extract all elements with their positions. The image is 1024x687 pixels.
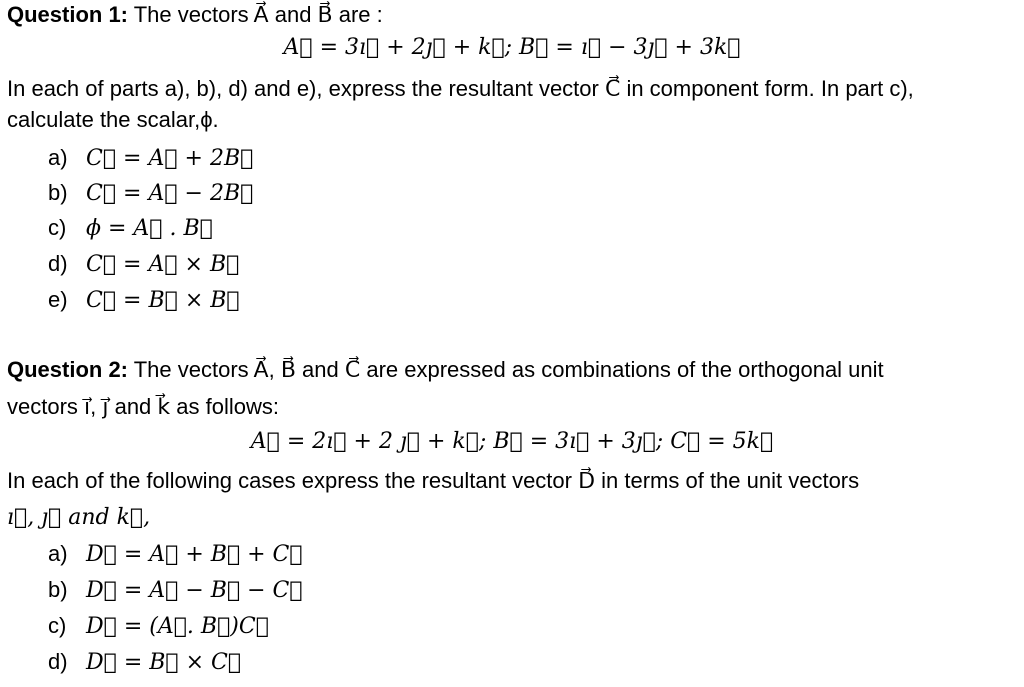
q1-part-d (48, 249, 239, 280)
q2-part-d-expr: D⃗ = B⃗ × C⃗ (86, 650, 242, 675)
q1-heading: Question 1: (7, 2, 129, 27)
q2-intro-line2: vectors ı⃗, ȷ⃗ and k⃗ as follows: (7, 394, 279, 419)
q1-instruction-line2: calculate the scalar,ϕ. (7, 107, 219, 132)
q1-part-b-expr: C⃗ = A⃗ − 2B⃗ (86, 181, 254, 206)
q2-part-d-label: d) (48, 649, 68, 674)
q1-part-c (48, 213, 213, 244)
q1-intro: The vectors A⃗ and B⃗ are : (128, 2, 383, 27)
q2-part-b-label: b) (48, 577, 68, 602)
q1-part-e (48, 285, 240, 316)
q1-part-a-label: a) (48, 145, 68, 170)
q1-part-e-expr: C⃗ = B⃗ × B⃗ (86, 288, 240, 313)
q2-intro-line (7, 356, 884, 384)
q2-part-a-label: a) (48, 541, 68, 566)
q1-part-e-label: e) (48, 287, 68, 312)
q1-part-c-expr: ϕ = A⃗ . B⃗ (86, 216, 213, 241)
q1-part-c-label: c) (48, 215, 67, 240)
q1-part-a (48, 143, 253, 174)
q2-part-b (48, 575, 303, 606)
q2-part-c (48, 611, 269, 642)
q2-intro: The vectors A⃗, B⃗ and C⃗ are expressed as combinations of the orthogonal unit (128, 357, 884, 382)
q1-part-b-label: b) (48, 180, 68, 205)
q2-instruction-line2: ı⃗, ȷ⃗ and k⃗, (7, 505, 151, 530)
q2-part-c-expr: D⃗ = (A⃗. B⃗)C⃗ (86, 614, 269, 639)
q1-part-a-expr: C⃗ = A⃗ + 2B⃗ (86, 146, 254, 171)
q2-part-b-expr: D⃗ = A⃗ − B⃗ − C⃗ (86, 578, 303, 603)
q2-equation: A⃗ = 2ı⃗ + 2 ȷ⃗ + k⃗; B⃗ = 3ı⃗ + 3ȷ⃗; C⃗ = 5k⃗ (250, 429, 774, 454)
q1-part-d-label: d) (48, 251, 68, 276)
q2-heading: Question 2: (7, 357, 129, 382)
q1-part-d-expr: C⃗ = A⃗ × B⃗ (86, 252, 240, 277)
q2-part-a (48, 539, 303, 570)
q1-equation: A⃗ = 3ı⃗ + 2ȷ⃗ + k⃗; B⃗ = ı⃗ − 3ȷ⃗ + 3k⃗ (283, 35, 741, 60)
q2-part-a-expr: D⃗ = A⃗ + B⃗ + C⃗ (86, 542, 303, 567)
q1-part-b (48, 178, 253, 209)
q1-instruction-line1: In each of parts a), b), d) and e), express the resultant vector C⃗ in component form. In part c), (7, 76, 914, 101)
q1-intro-line (7, 1, 383, 29)
q2-part-c-label: c) (48, 613, 67, 638)
q2-part-d (48, 647, 241, 678)
q2-instruction-line1: In each of the following cases express the resultant vector D⃗ in terms of the unit vectors (7, 468, 860, 493)
